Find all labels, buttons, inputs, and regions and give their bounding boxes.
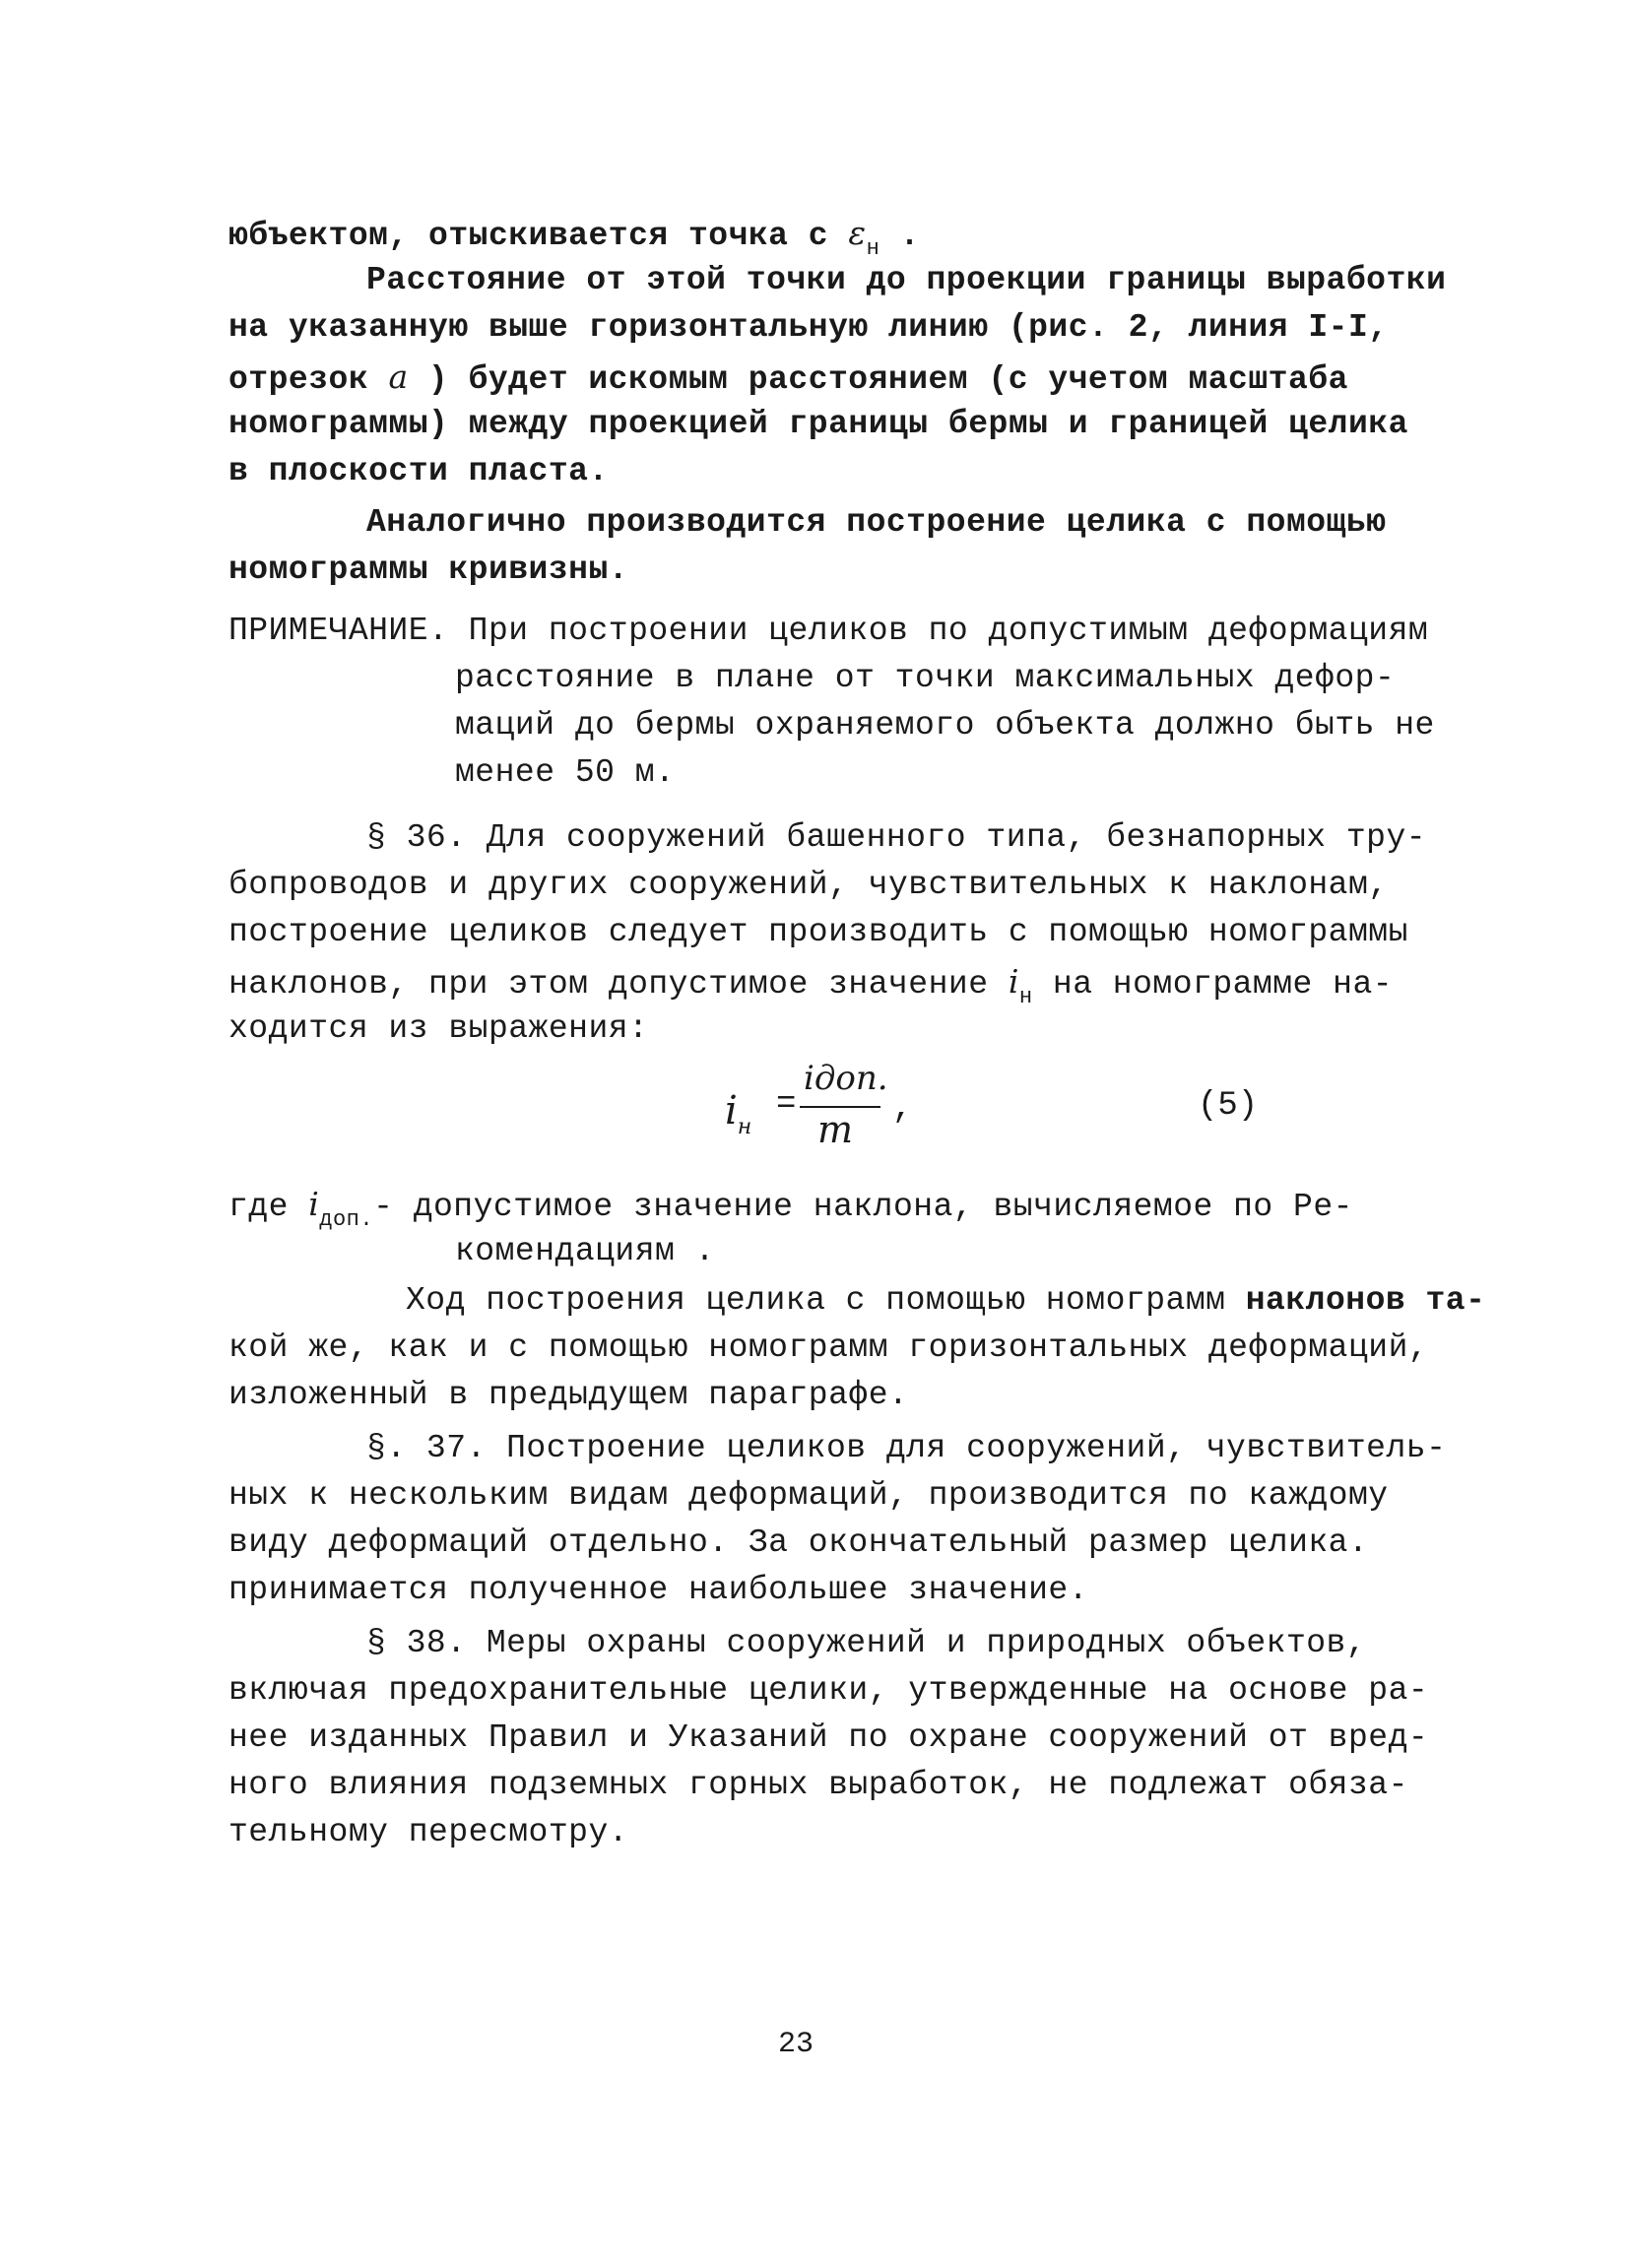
text-segment: отрезок (228, 361, 389, 398)
formula-comma: , (892, 1090, 913, 1128)
text-line: Расстояние от этой точки до проекции границы выработки (366, 262, 1447, 298)
equation-number: (5) (1198, 1087, 1259, 1125)
text-line: § 38. Меры охраны сооружений и природных объектов, (366, 1625, 1367, 1661)
formula-5 (719, 1059, 916, 1167)
text-line: §. 37. Построение целиков для сооружений, чувствитель- (366, 1430, 1447, 1466)
formula-numerator: iдоп. (804, 1059, 888, 1098)
text-segment: юбъектом, отыскивается точка с (228, 218, 849, 254)
text-line: принимается полученное наибольшее значение. (228, 1572, 1089, 1608)
text-line (228, 1182, 1353, 1233)
a-symbol: a (388, 357, 409, 396)
symbol-subscript: доп. (319, 1207, 374, 1232)
symbol-subscript: н (866, 236, 880, 261)
text-line: комендациям . (455, 1233, 715, 1269)
text-line: ных к нескольким видам деформаций, производится по каждому (228, 1477, 1389, 1514)
text-line: изложенный в предыдущем параграфе. (228, 1377, 909, 1413)
text-line: включая предохранительные целики, утвержденные на основе ра- (228, 1672, 1429, 1709)
text-segment-bold: наклонов (1245, 1282, 1406, 1319)
text-segment-bold: та- (1405, 1282, 1486, 1319)
text-line: кой же, как и с помощью номограмм горизонтальных деформаций, (228, 1329, 1429, 1366)
text-line (228, 959, 1393, 1010)
page-number: 23 (778, 2028, 814, 2061)
symbol-glyph: i (308, 1185, 320, 1223)
text-segment: где (228, 1189, 309, 1225)
text-segment: ) будет искомым расстоянием (с учетом масштаба (408, 361, 1348, 398)
formula-lhs (725, 1088, 752, 1139)
text-line (406, 1278, 1485, 1324)
i-dop-symbol (308, 1185, 374, 1232)
symbol-glyph: ε (848, 214, 867, 252)
text-line: бопроводов и других сооружений, чувствительных к наклонам, (228, 867, 1389, 903)
text-line: ного влияния подземных горных выработок, не подлежат обяза- (228, 1767, 1408, 1803)
formula-lhs-subscript: н (737, 1115, 752, 1139)
formula-lhs-glyph: i (725, 1088, 738, 1134)
text-line: в плоскости пласта. (228, 453, 609, 489)
symbol-glyph: i (1008, 962, 1019, 1001)
text-line: ходится из выражения: (228, 1010, 649, 1047)
text-line: виду деформаций отдельно. За окончательный размер целика. (228, 1524, 1369, 1561)
note-line: ПРИМЕЧАНИЕ. При построении целиков по допустимым деформациям (228, 613, 1429, 649)
formula-equals: = (776, 1086, 797, 1124)
text-segment: - допустимое значение наклона, вычисляемое по Ре- (373, 1189, 1353, 1225)
text-line: номограммы кривизны. (228, 551, 629, 588)
note-line: менее 50 м. (455, 754, 676, 791)
text-line: на указанную выше горизонтальную линию (рис. 2, линия I-I, (228, 309, 1389, 346)
formula-denominator: m (817, 1108, 854, 1151)
symbol-subscript: н (1018, 985, 1033, 1009)
note-line: расстояние в плане от точки максимальных дефор- (455, 660, 1396, 696)
text-line: построение целиков следует производить с помощью номограммы (228, 914, 1408, 950)
text-segment: . (880, 218, 920, 254)
text-line: номограммы) между проекцией границы бермы и границей целика (228, 406, 1408, 442)
text-segment: наклонов, при этом допустимое значение (228, 966, 1009, 1003)
text-line (228, 355, 1348, 403)
text-line: тельному пересмотру. (228, 1814, 629, 1850)
i-n-symbol (1008, 962, 1033, 1009)
text-line: § 36. Для сооружений башенного типа, безнапорных тру- (366, 819, 1427, 856)
note-line: маций до бермы охраняемого объекта должно быть не (455, 707, 1435, 744)
text-line (228, 211, 920, 262)
text-segment: Ход построения целика с помощью номограмм (406, 1282, 1246, 1319)
epsilon-symbol (848, 214, 880, 261)
text-segment: на номограмме на- (1032, 966, 1394, 1003)
text-line: нее изданных Правил и Указаний по охране сооружений от вред- (228, 1719, 1429, 1756)
text-line: Аналогично производится построение целика с помощью (366, 504, 1387, 541)
